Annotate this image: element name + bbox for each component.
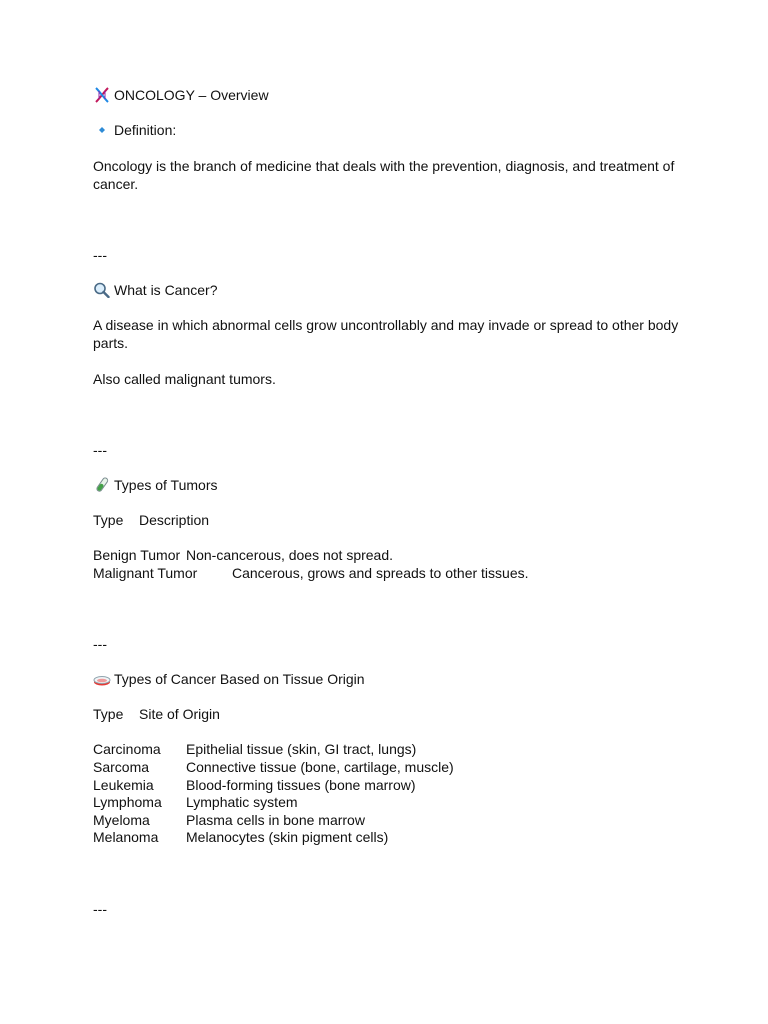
tumor-header-type: Type xyxy=(93,512,124,528)
table-row xyxy=(93,811,693,829)
what-is-cancer-text: A disease in which abnormal cells grow uncontrollably and may invade or spread to other body parts. xyxy=(93,317,679,351)
table-row xyxy=(93,793,693,811)
separator: --- xyxy=(93,247,107,263)
cancer-type-cell: Sarcoma xyxy=(93,759,150,775)
title-line xyxy=(93,86,269,104)
table-row xyxy=(93,758,693,776)
table-row xyxy=(93,564,693,582)
tumor-type-cell: Benign Tumor xyxy=(93,547,181,563)
magnifying-glass-icon xyxy=(93,282,111,298)
table-row xyxy=(93,740,693,758)
what-is-cancer-note: Also called malignant tumors. xyxy=(93,371,276,387)
definition-heading: Definition: xyxy=(114,122,177,138)
cancer-types-heading-line xyxy=(93,670,365,688)
petri-dish-icon xyxy=(93,671,111,687)
table-row xyxy=(93,828,693,846)
separator: --- xyxy=(93,636,107,652)
cancer-header-type: Type xyxy=(93,706,124,722)
what-is-cancer-heading-line xyxy=(93,281,217,299)
cancer-type-cell: Myeloma xyxy=(93,812,150,828)
tumor-types-heading: Types of Tumors xyxy=(114,477,218,493)
definition-heading-line xyxy=(93,121,176,139)
cancer-type-cell: Melanoma xyxy=(93,829,159,845)
separator: --- xyxy=(93,901,107,917)
what-is-cancer-heading: What is Cancer? xyxy=(114,282,218,298)
page-title: ONCOLOGY – Overview xyxy=(114,87,269,103)
tumor-header-description: Description xyxy=(139,512,210,528)
dna-icon xyxy=(93,87,111,103)
cancer-origin-cell: Melanocytes (skin pigment cells) xyxy=(186,829,389,845)
cancer-types-heading: Types of Cancer Based on Tissue Origin xyxy=(114,671,365,687)
cancer-table-header xyxy=(93,705,693,723)
cancer-origin-cell: Plasma cells in bone marrow xyxy=(186,812,365,828)
table-row xyxy=(93,546,693,564)
tumor-description-cell: Cancerous, grows and spreads to other tissues. xyxy=(232,565,529,581)
cancer-type-cell: Carcinoma xyxy=(93,741,161,757)
definition-text: Oncology is the branch of medicine that deals with the prevention, diagnosis, and treatment of cancer. xyxy=(93,158,675,192)
tumor-type-cell: Malignant Tumor xyxy=(93,565,198,581)
cancer-header-origin: Site of Origin xyxy=(139,706,220,722)
cancer-origin-cell: Lymphatic system xyxy=(186,794,298,810)
table-row xyxy=(93,776,693,794)
separator: --- xyxy=(93,442,107,458)
tumor-types-heading-line xyxy=(93,476,217,494)
cancer-origin-cell: Blood-forming tissues (bone marrow) xyxy=(186,777,416,793)
tumor-description-cell: Non-cancerous, does not spread. xyxy=(186,547,394,563)
tumor-table-header xyxy=(93,511,693,529)
cancer-type-cell: Leukemia xyxy=(93,777,154,793)
test-tube-icon xyxy=(93,477,111,493)
cancer-origin-cell: Epithelial tissue (skin, GI tract, lungs) xyxy=(186,741,417,757)
small-blue-diamond-icon xyxy=(93,122,111,138)
cancer-origin-cell: Connective tissue (bone, cartilage, muscle) xyxy=(186,759,454,775)
cancer-type-cell: Lymphoma xyxy=(93,794,162,810)
